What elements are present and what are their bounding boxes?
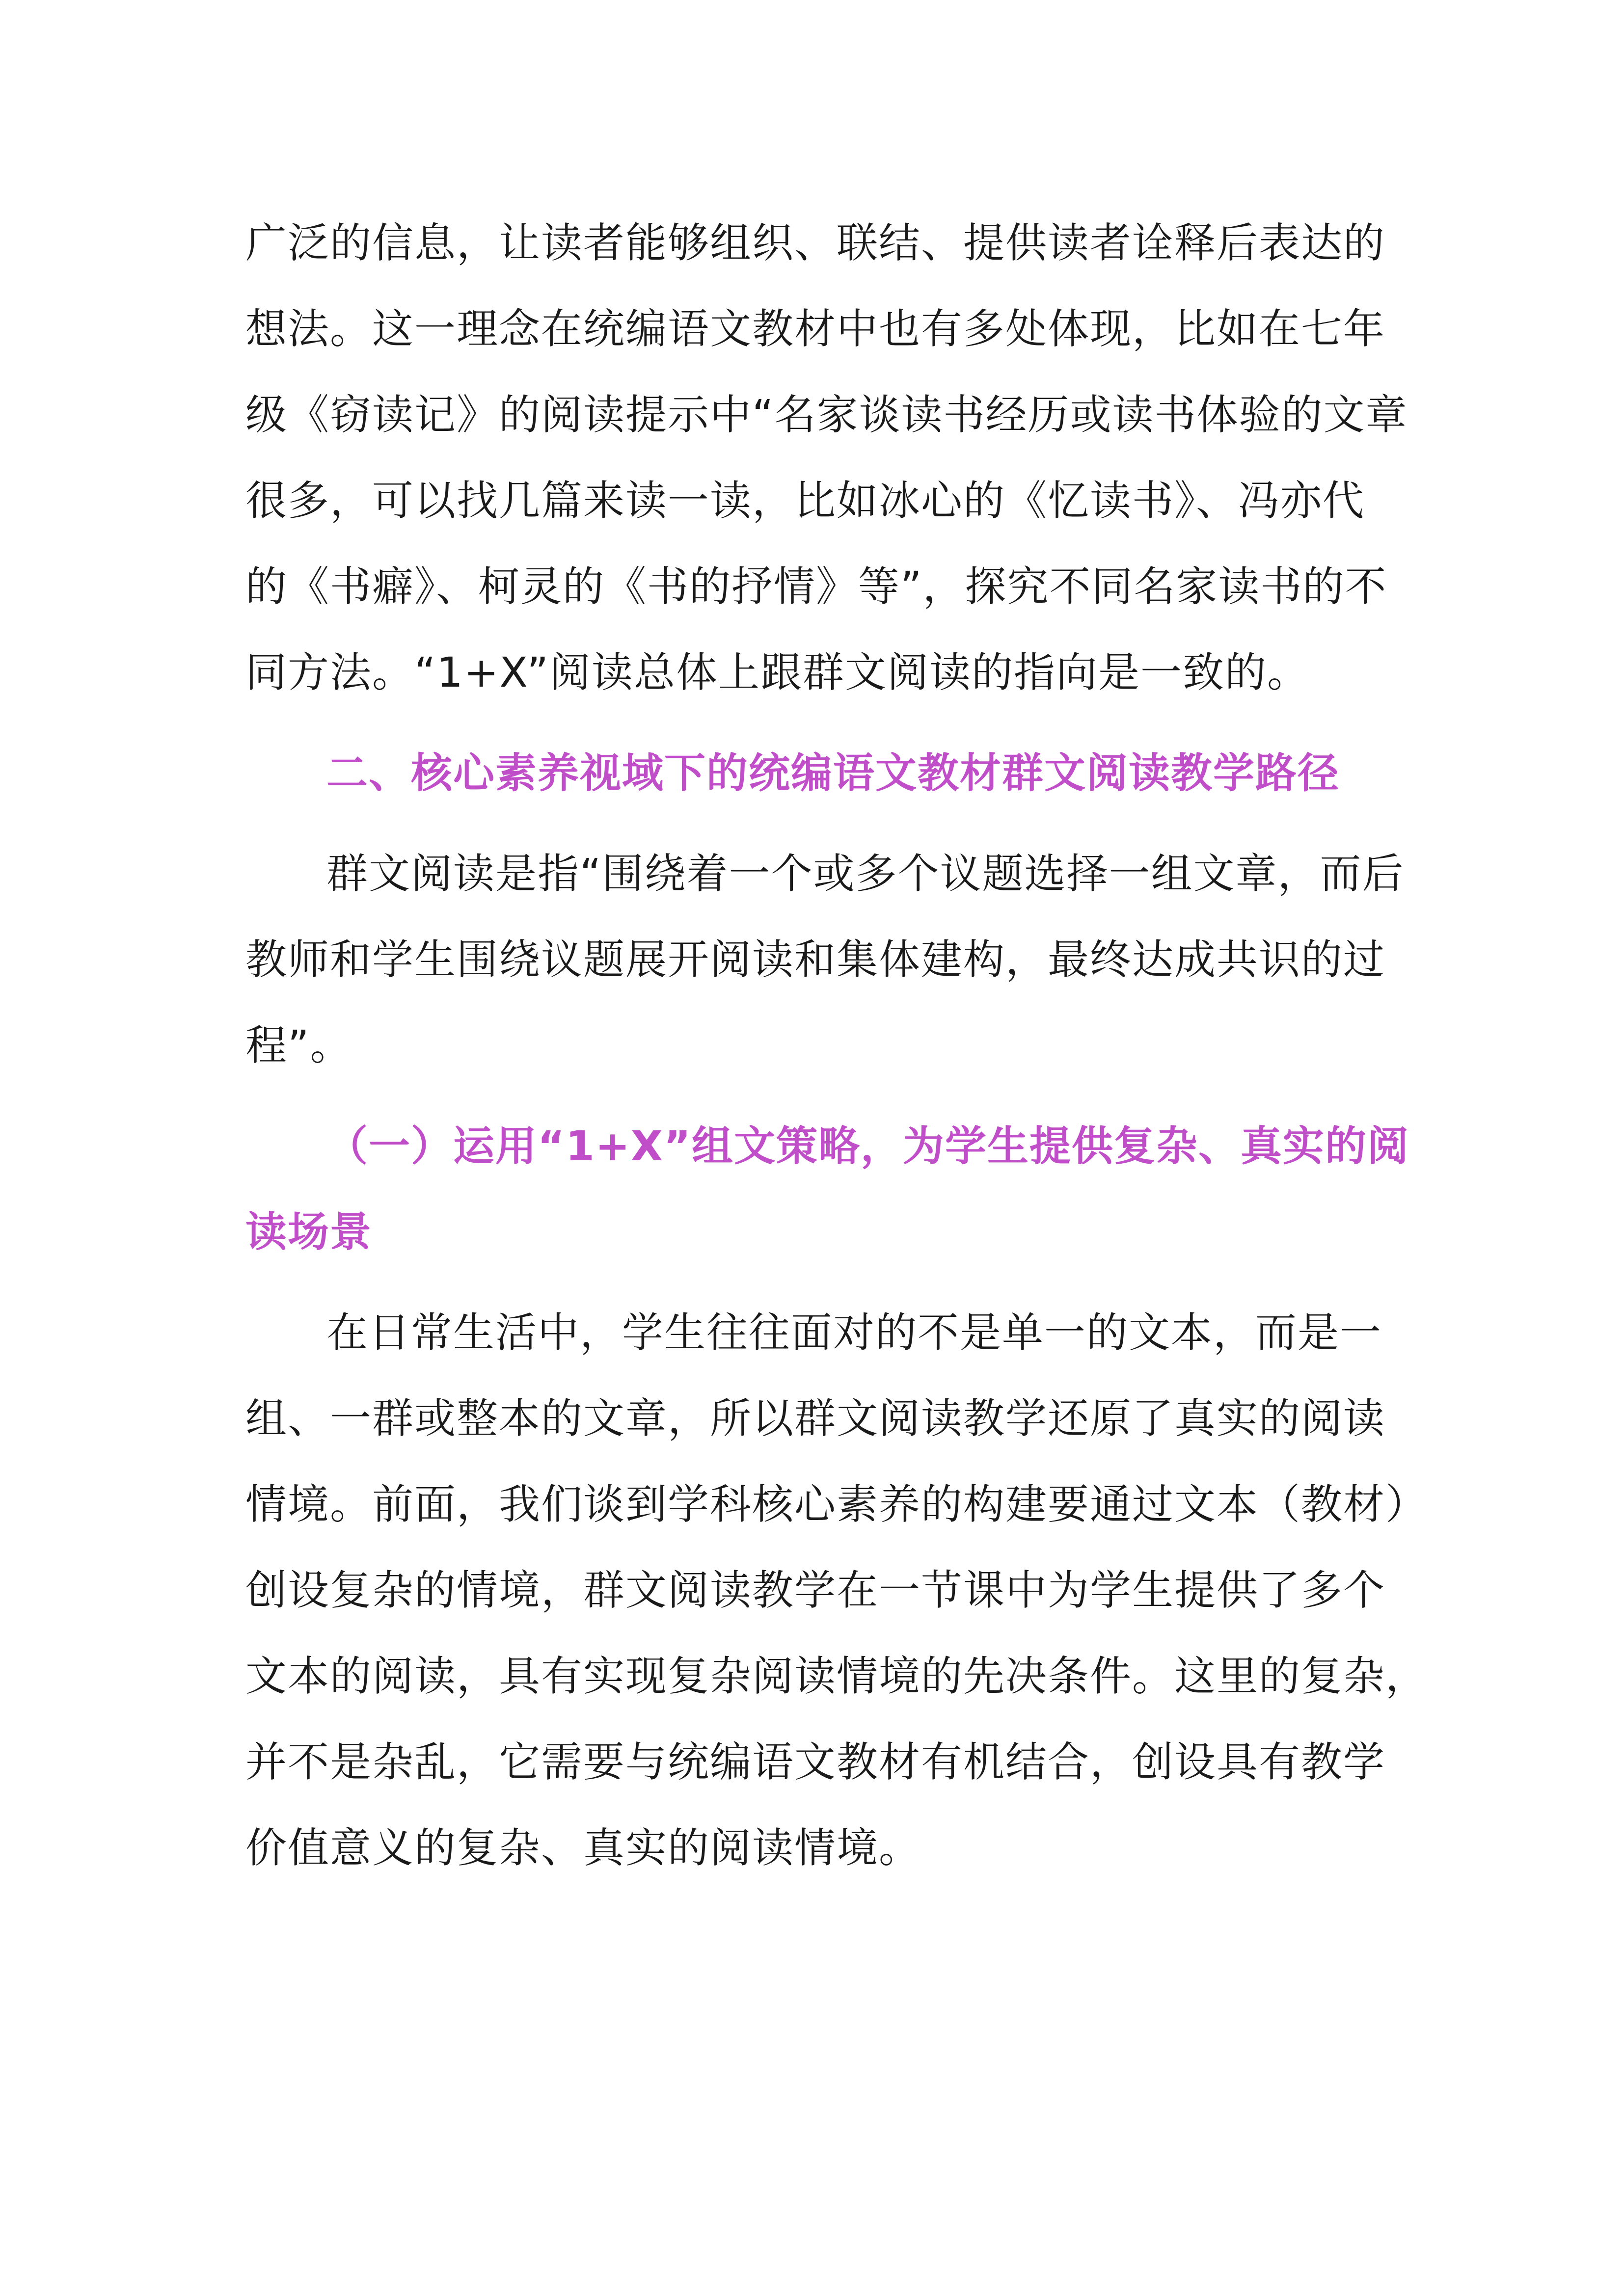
paragraph-line: 级《窃读记》的阅读提示中“名家谈读书经历或读书体验的文章 xyxy=(245,391,1408,439)
paragraph-line: 组、一群或整本的文章，所以群文阅读教学还原了真实的阅读 xyxy=(245,1394,1386,1442)
paragraph-line: 的《书癖》、柯灵的《书的抒情》等”，探究不同名家读书的不 xyxy=(245,562,1387,611)
paragraph-line: 在日常生活中，学生往往面对的不是单一的文本，而是一 xyxy=(326,1308,1382,1357)
paragraph-line: 同方法。“1+X”阅读总体上跟群文阅读的指向是一致的。 xyxy=(245,648,1310,696)
paragraph-line: 程”。 xyxy=(245,1021,352,1069)
paragraph-line: 并不是杂乱，它需要与统编语文教材有机结合，创设具有教学 xyxy=(245,1738,1386,1786)
section-heading-text: 二、核心素养视域下的统编语文教材群文阅读教学路径 xyxy=(326,749,1340,797)
paragraph-line: 价值意义的复杂、真实的阅读情境。 xyxy=(245,1824,921,1872)
subsection-heading-line: （一）运用“1+X”组文策略，为学生提供复杂、真实的阅 xyxy=(326,1122,1410,1170)
paragraph-line: 教师和学生围绕议题展开阅读和集体建构，最终达成共识的过 xyxy=(245,935,1386,984)
paragraph-line: 文本的阅读，具有实现复杂阅读情境的先决条件。这里的复杂， xyxy=(245,1652,1428,1700)
paragraph-line: 创设复杂的情境，群文阅读教学在一节课中为学生提供了多个 xyxy=(245,1566,1386,1614)
paragraph-line: 情境。前面，我们谈到学科核心素养的构建要通过文本（教材） xyxy=(245,1480,1428,1528)
paragraph-line: 很多，可以找几篇来读一读，比如冰心的《忆读书》、冯亦代 xyxy=(245,477,1365,525)
paragraph-line: 广泛的信息，让读者能够组织、联结、提供读者诠释后表达的 xyxy=(245,219,1386,267)
paragraph-line: 想法。这一理念在统编语文教材中也有多处体现，比如在七年 xyxy=(245,305,1386,353)
subsection-heading-line: 读场景 xyxy=(245,1208,373,1256)
paragraph-line: 群文阅读是指“围绕着一个或多个议题选择一组文章，而后 xyxy=(326,850,1405,898)
